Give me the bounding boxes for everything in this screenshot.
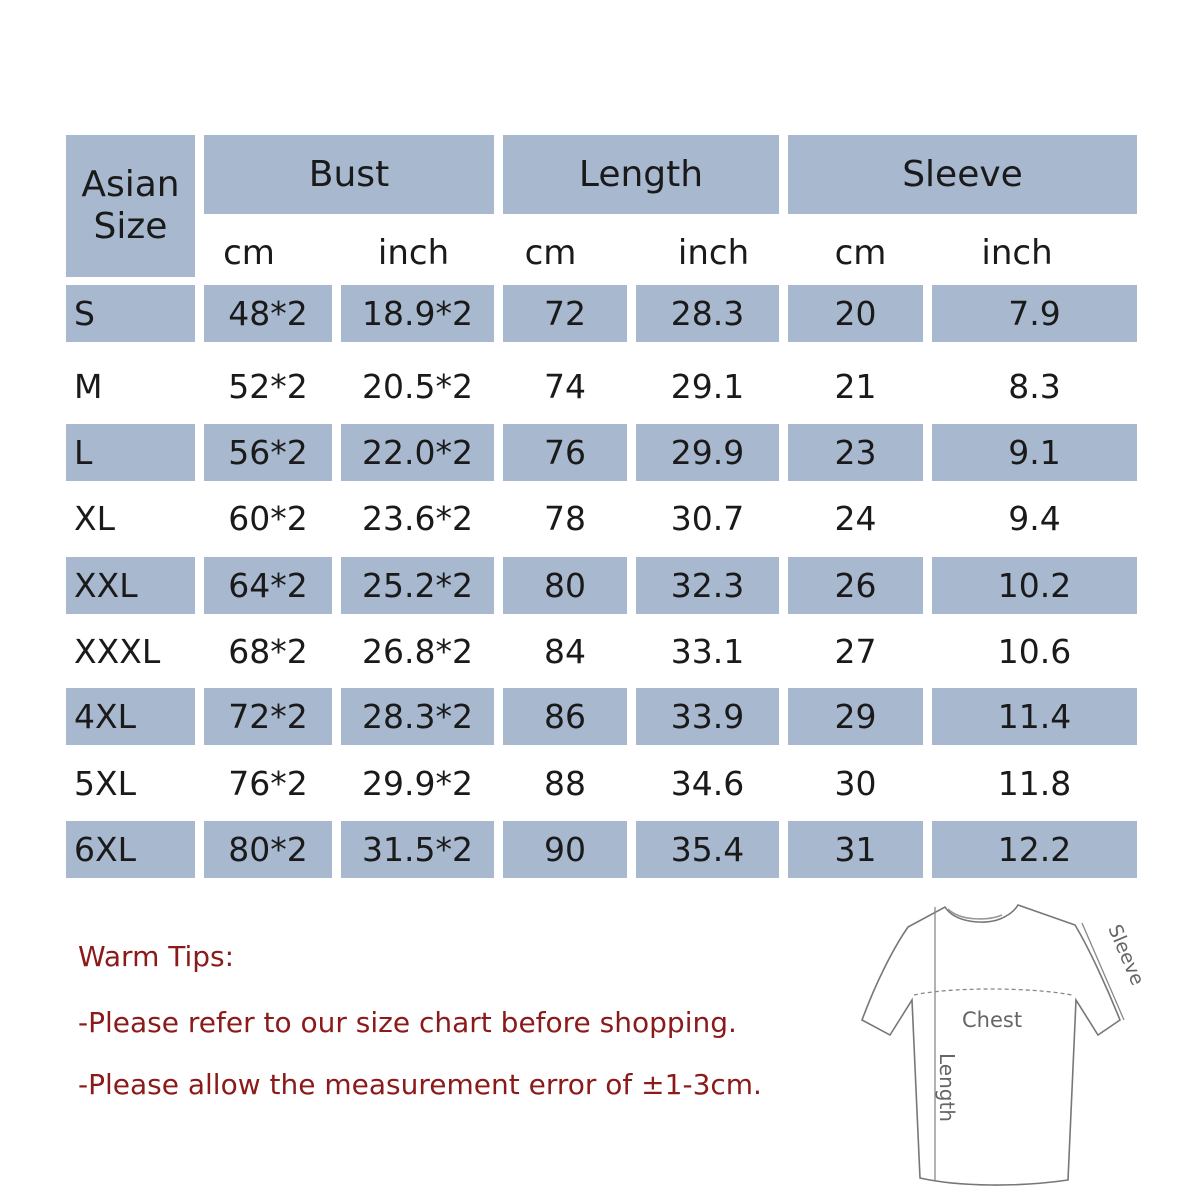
value-cell-bust-in: 29.9*2 [362,764,473,803]
value-cell-len-cm: 84 [544,632,586,671]
asian-size-header-line-2: Size [93,206,168,247]
size-cell: L [66,424,195,481]
value-cell-bust-in: 31.5*2 [341,821,494,878]
chest-label: Chest [962,1008,1023,1032]
unit-header-4: inch [677,233,750,273]
value-cell-len-in: 29.9 [636,424,779,481]
value-cell-sl-in: 9.4 [1008,499,1061,538]
value-cell-bust-cm: 72*2 [204,688,332,745]
bust-group-header: Bust [204,135,494,214]
value-cell-bust-in: 20.5*2 [362,367,473,406]
value-cell-bust-in: 26.8*2 [362,632,473,671]
value-cell-bust-cm: 48*2 [204,285,332,342]
value-cell-sl-in: 7.9 [932,285,1137,342]
value-cell-len-cm: 80 [503,557,627,614]
value-cell-sl-in: 9.1 [932,424,1137,481]
value-cell-sl-in: 10.6 [997,632,1072,671]
value-cell-bust-in: 22.0*2 [341,424,494,481]
unit-header-2: inch [377,233,450,273]
value-cell-len-cm: 86 [503,688,627,745]
value-cell-len-in: 35.4 [636,821,779,878]
value-cell-sl-cm: 24 [834,499,877,538]
size-cell: XXL [66,557,195,614]
value-cell-bust-cm: 60*2 [228,499,308,538]
sleeve-label: Sleeve [1103,921,1149,989]
value-cell-bust-in: 18.9*2 [341,285,494,342]
value-cell-bust-cm: 68*2 [228,632,308,671]
value-cell-sl-cm: 23 [788,424,923,481]
value-cell-len-in: 30.7 [670,499,745,538]
value-cell-sl-cm: 29 [788,688,923,745]
value-cell-bust-cm: 76*2 [228,764,308,803]
value-cell-len-cm: 78 [544,499,586,538]
value-cell-sl-cm: 27 [834,632,877,671]
tshirt-outline-icon [862,905,1120,1185]
length-group-header: Length [503,135,779,214]
value-cell-len-in: 34.6 [670,764,745,803]
value-cell-len-cm: 88 [544,764,586,803]
unit-header-6: inch [981,233,1053,273]
value-cell-len-cm: 90 [503,821,627,878]
value-cell-bust-in: 23.6*2 [362,499,473,538]
tip-line-1: -Please refer to our size chart before shopping. [78,1006,737,1039]
value-cell-len-in: 33.1 [670,632,745,671]
value-cell-len-in: 28.3 [636,285,779,342]
value-cell-sl-in: 11.4 [932,688,1137,745]
length-label: Length [935,1053,959,1122]
value-cell-bust-cm: 80*2 [204,821,332,878]
value-cell-bust-cm: 64*2 [204,557,332,614]
size-cell: XL [74,499,115,538]
value-cell-sl-in: 8.3 [1008,367,1061,406]
size-cell: XXXL [74,632,161,671]
value-cell-len-in: 32.3 [636,557,779,614]
value-cell-sl-in: 12.2 [932,821,1137,878]
asian-size-header-line-1: Asian [81,164,180,205]
value-cell-sl-cm: 20 [788,285,923,342]
value-cell-len-cm: 76 [503,424,627,481]
size-cell: M [74,367,103,406]
size-cell: 6XL [66,821,195,878]
value-cell-bust-in: 28.3*2 [341,688,494,745]
size-cell: 4XL [66,688,195,745]
asian-size-header [66,135,195,277]
tshirt-measurement-diagram [850,895,1150,1190]
tip-line-2: -Please allow the measurement error of ±1-3cm. [78,1068,762,1101]
value-cell-len-in: 29.1 [670,367,745,406]
value-cell-sl-cm: 30 [834,764,877,803]
warm-tips-title: Warm Tips: [78,940,235,973]
unit-header-1: cm [223,233,275,273]
sleeve-group-header: Sleeve [788,135,1137,214]
value-cell-sl-cm: 31 [788,821,923,878]
unit-header-3: cm [524,233,577,273]
value-cell-bust-cm: 56*2 [204,424,332,481]
value-cell-len-in: 33.9 [636,688,779,745]
chest-measure-line [914,989,1072,995]
value-cell-len-cm: 72 [503,285,627,342]
value-cell-sl-in: 10.2 [932,557,1137,614]
size-cell: S [66,285,195,342]
size-cell: 5XL [74,764,136,803]
value-cell-sl-cm: 26 [788,557,923,614]
value-cell-len-cm: 74 [544,367,586,406]
value-cell-sl-in: 11.8 [997,764,1072,803]
unit-header-5: cm [834,233,887,273]
value-cell-bust-cm: 52*2 [228,367,308,406]
value-cell-sl-cm: 21 [834,367,877,406]
value-cell-bust-in: 25.2*2 [341,557,494,614]
